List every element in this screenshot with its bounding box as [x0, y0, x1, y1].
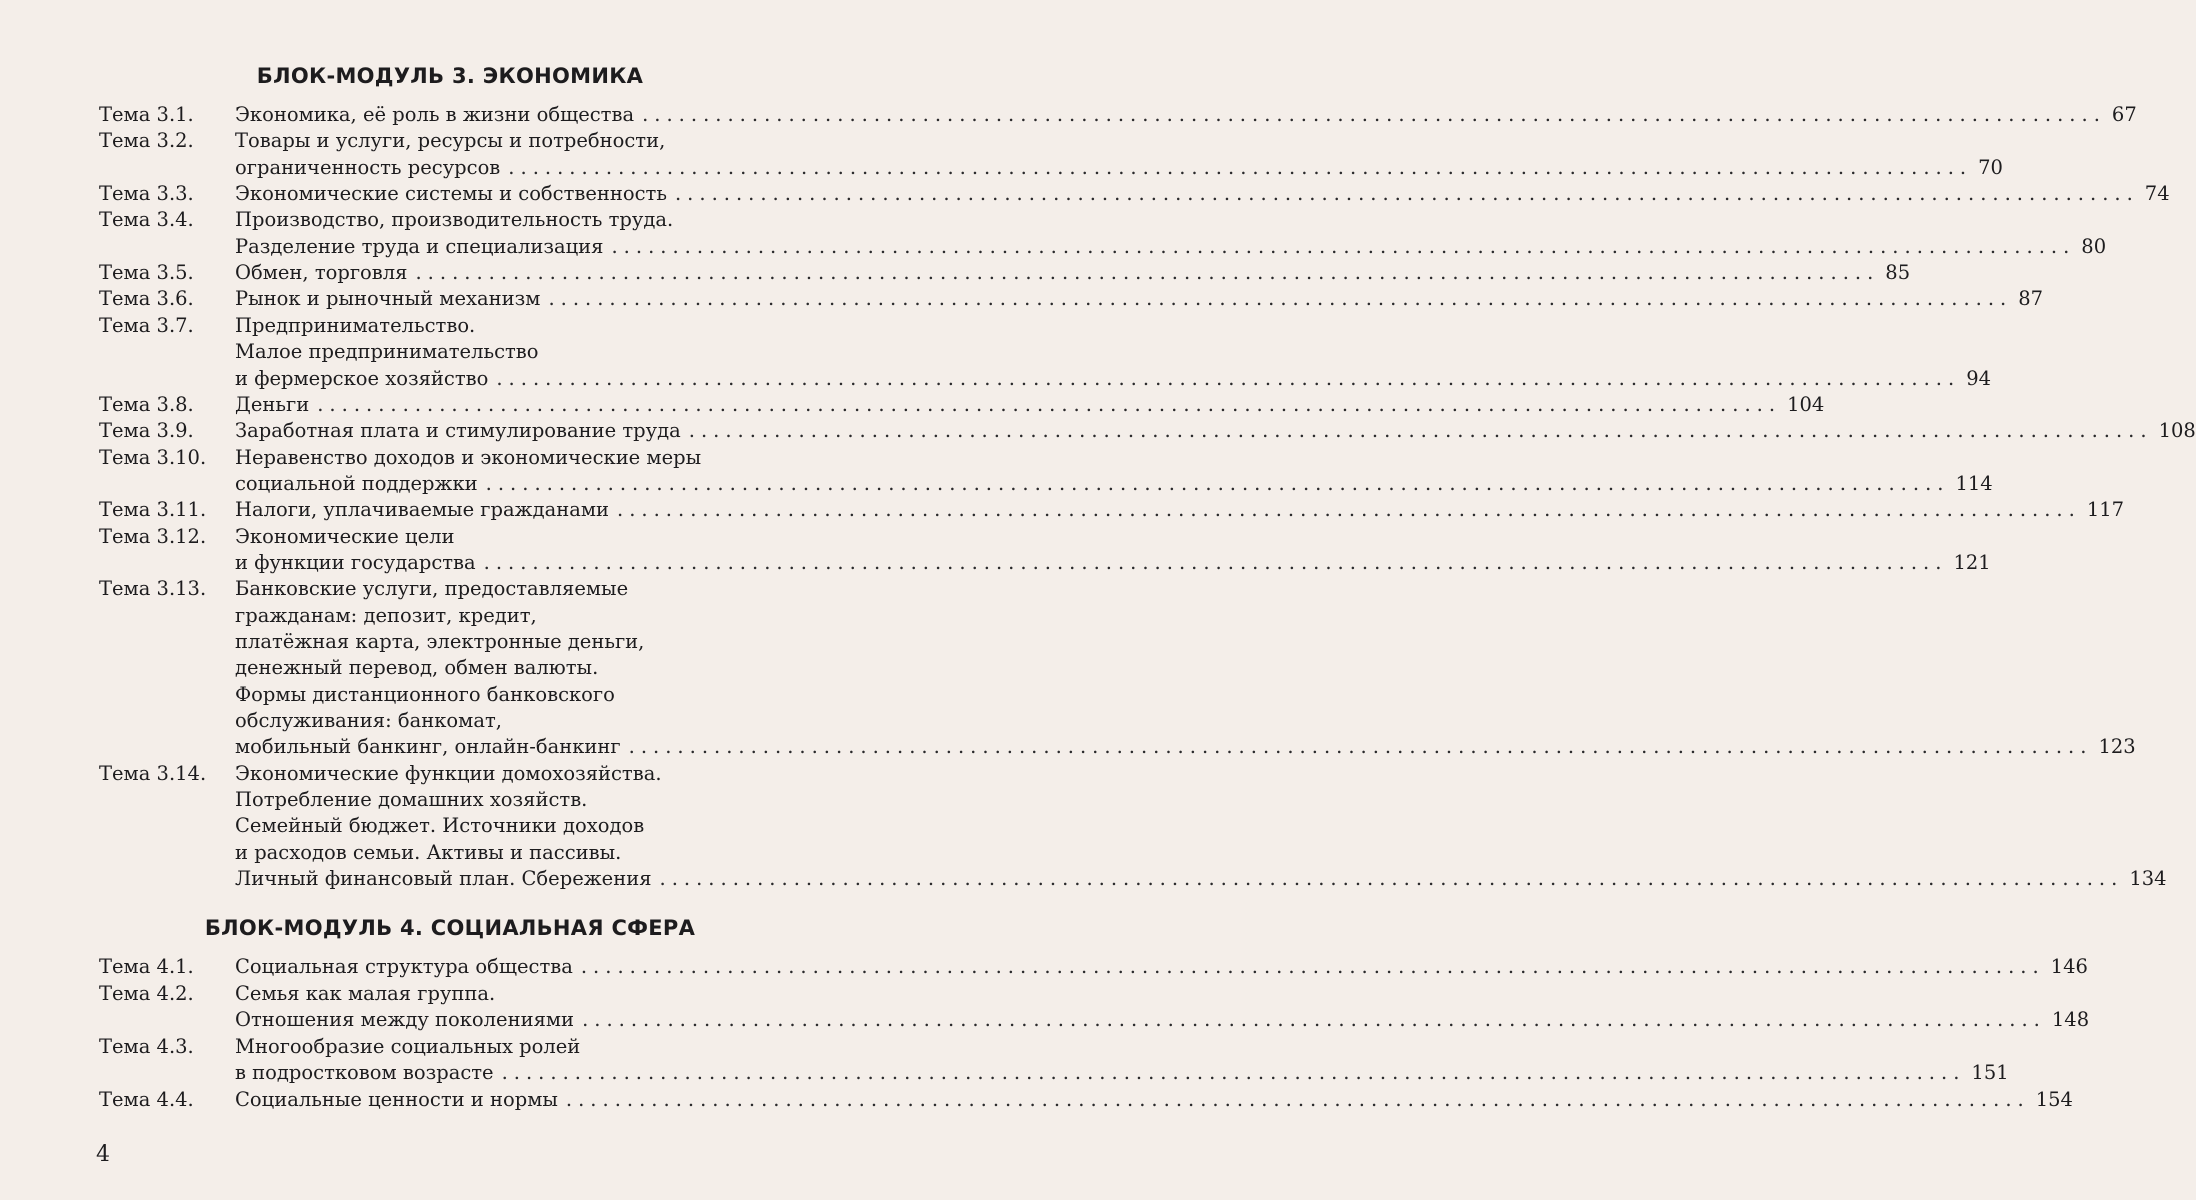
toc-page-number: 70	[1978, 155, 2003, 179]
toc-entry-text: Производство, производительность труда.	[235, 208, 674, 232]
toc-page-number: 94	[1966, 366, 1992, 390]
toc-page-number: 108	[2158, 419, 2196, 443]
toc-topic-number: Тема 3.3.	[99, 182, 194, 206]
toc-entry-line	[235, 867, 2167, 893]
toc-entry-line	[235, 683, 858, 709]
toc-entry-text: Семья как малая группа.	[235, 981, 496, 1005]
toc-topic-number: Тема 4.4.	[99, 1087, 194, 1111]
toc-entry-line	[235, 735, 2136, 761]
dot-leader: ........................................................................................................................	[617, 498, 2081, 522]
toc-entry-line	[235, 234, 2107, 261]
toc-page-number: 146	[2050, 955, 2088, 978]
toc-page-number: 87	[2018, 287, 2044, 311]
toc-entry-line	[235, 498, 2125, 524]
toc-entry-line	[235, 955, 2088, 981]
dot-leader: ........................................................................................................................	[501, 1061, 1966, 1084]
dot-leader: ........................................................................................................................	[611, 234, 2076, 258]
block-title: БЛОК-МОДУЛЬ 4. СОЦИАЛЬНАЯ СФЕРА	[204, 916, 696, 940]
toc-entry-line	[235, 392, 1825, 419]
toc-entry-line	[235, 419, 2196, 445]
toc-topic-number: Тема 3.8.	[99, 392, 194, 416]
toc-topic-number: Тема 3.1.	[99, 103, 194, 126]
toc-entry-line	[235, 762, 858, 788]
toc-entry-line	[235, 550, 1991, 577]
toc-topic-number: Тема 3.11.	[99, 498, 207, 522]
toc-entry-line	[235, 182, 2170, 208]
toc-entry-text: обслуживания: банкомат,	[235, 709, 502, 733]
toc-entry-text: Отношения между поколениями	[235, 1008, 575, 1031]
toc-page-number: 123	[2098, 735, 2136, 759]
toc-page-number: 154	[2035, 1087, 2073, 1111]
toc-entry-line	[235, 841, 858, 867]
toc-entry-line	[235, 1008, 2090, 1034]
toc-entry-line	[235, 129, 858, 155]
dot-leader: ........................................................................................................................	[674, 182, 2139, 206]
toc-topic-number: Тема 3.14.	[99, 761, 207, 785]
toc-entry-line	[235, 1087, 2073, 1114]
toc-topic-number: Тема 4.1.	[99, 955, 194, 978]
dot-leader: ........................................................................................................................	[317, 392, 1782, 416]
dot-leader: ........................................................................................................................	[628, 735, 2093, 759]
toc-entry-text: Семейный бюджет. Источники доходов	[235, 814, 645, 838]
toc-entry-text: Обмен, торговля	[235, 261, 408, 285]
toc-entry-text: гражданам: депозит, кредит,	[235, 603, 537, 627]
toc-entry-text: и расходов семьи. Активы и пассивы.	[235, 840, 622, 864]
toc-entry-text: Личный финансовый план. Сбережения	[235, 867, 652, 891]
toc-entry-line	[235, 788, 858, 814]
dot-leader: ........................................................................................................................	[548, 287, 2013, 311]
dot-leader: ........................................................................................................................	[582, 1008, 2046, 1031]
toc-entry-text: и функции государства	[235, 550, 476, 574]
toc-entry-text: Экономика, её роль в жизни общества	[235, 103, 635, 126]
toc-entry-line	[235, 103, 2137, 129]
dot-leader: ........................................................................................................................	[642, 103, 2106, 126]
dot-leader: ........................................................................................................................	[483, 550, 1948, 574]
toc-entry-line	[235, 525, 858, 551]
toc-entry-line	[235, 340, 858, 366]
toc-entry-text: Деньги	[235, 392, 310, 416]
toc-entry-text: Формы дистанционного банковского	[235, 682, 615, 706]
dot-leader: ........................................................................................................................	[508, 155, 1973, 179]
toc-entry-line	[235, 155, 2003, 182]
toc-entry-text: Товары и услуги, ресурсы и потребности,	[235, 129, 666, 153]
dot-leader: ........................................................................................................................	[496, 366, 1961, 390]
toc-entry-line	[235, 577, 858, 603]
dot-leader: ........................................................................................................................	[565, 1087, 2030, 1111]
toc-page-number: 134	[2129, 867, 2167, 891]
toc-entry-text: Предпринимательство.	[235, 313, 476, 337]
toc-entry-line	[235, 366, 1992, 393]
toc-entry-text: Налоги, уплачиваемые гражданами	[235, 498, 609, 522]
toc-page-number: 104	[1787, 392, 1825, 416]
toc-page-number: 67	[2111, 103, 2137, 126]
toc-entry-text: Экономические цели	[235, 524, 455, 548]
toc-topic-number: Тема 3.12.	[99, 524, 207, 548]
toc-entry-line	[235, 287, 2044, 313]
toc-entry-text: Потребление домашних хозяйств.	[235, 788, 588, 812]
toc-entry-text: Малое предпринимательство	[235, 340, 539, 364]
toc-entry-text: в подростковом возрасте	[235, 1061, 494, 1084]
toc-topic-number: Тема 3.4.	[99, 208, 194, 232]
toc-page-number: 85	[1885, 261, 1911, 285]
toc-entry-line	[235, 208, 858, 234]
toc-topic-number: Тема 3.7.	[99, 313, 194, 337]
toc-page-number: 121	[1953, 550, 1991, 574]
toc-entry-text: Многообразие социальных ролей	[235, 1034, 581, 1058]
toc-entry-text: Социальные ценности и нормы	[235, 1087, 558, 1111]
toc-page-number: 151	[1971, 1061, 2009, 1084]
toc-entry-line	[235, 1061, 2009, 1087]
toc-entry-text: Экономические функции домохозяйства.	[235, 761, 662, 785]
toc-entry-line	[235, 261, 1911, 287]
toc-topic-number: Тема 4.2.	[99, 981, 194, 1005]
toc-page-number: 148	[2051, 1008, 2090, 1031]
toc-entry-text: и фермерское хозяйство	[235, 366, 489, 390]
toc-entry-line	[235, 709, 858, 735]
toc-entry-line	[235, 604, 858, 630]
toc-entry-text: денежный перевод, обмен валюты.	[235, 656, 599, 680]
block-title: БЛОК-МОДУЛЬ 3. ЭКОНОМИКА	[256, 64, 644, 88]
dot-leader: ........................................................................................................................	[659, 867, 2124, 891]
toc-topic-number: Тема 3.9.	[99, 419, 194, 443]
toc-entry-line	[235, 1035, 858, 1061]
toc-page-number: 117	[2086, 498, 2125, 522]
toc-entry-text: Экономические системы и собственность	[235, 182, 667, 206]
toc-entry-line	[235, 630, 858, 656]
page-number: 4	[96, 1142, 110, 1167]
dot-leader: ........................................................................................................................	[580, 955, 2045, 978]
toc-page-number: 80	[2081, 234, 2107, 258]
toc-entry-text: Неравенство доходов и экономические меры	[235, 445, 702, 469]
toc-page-number: 114	[1955, 471, 1993, 495]
dot-leader: ........................................................................................................................	[415, 261, 1880, 285]
toc-topic-number: Тема 3.5.	[99, 261, 194, 285]
dot-leader: ........................................................................................................................	[688, 419, 2153, 443]
toc-entry-line	[235, 446, 858, 472]
toc-topic-number: Тема 3.6.	[99, 287, 194, 311]
toc-entry-text: Рынок и рыночный механизм	[235, 287, 541, 311]
toc-topic-number: Тема 4.3.	[99, 1034, 194, 1058]
toc-entry-line	[235, 471, 1993, 498]
toc-entry-line	[235, 314, 858, 340]
toc-entry-text: Социальная структура общества	[235, 955, 573, 978]
toc-entry-text: Разделение труда и специализация	[235, 234, 604, 258]
dot-leader: ........................................................................................................................	[485, 471, 1950, 495]
toc-entry-line	[235, 656, 858, 682]
toc-topic-number: Тема 3.10.	[99, 445, 207, 469]
toc-entry-text: ограниченность ресурсов	[235, 155, 501, 179]
toc-entry-line	[235, 982, 858, 1008]
toc-entry-line	[235, 814, 858, 840]
toc-entry-text: платёжная карта, электронные деньги,	[235, 630, 645, 653]
toc-page-number: 74	[2144, 182, 2170, 206]
toc-entry-text: социальной поддержки	[235, 471, 478, 495]
toc-entry-text: Заработная плата и стимулирование труда	[235, 419, 681, 443]
toc-entry-text: Банковские услуги, предоставляемые	[235, 577, 629, 601]
toc-topic-number: Тема 3.13.	[99, 577, 207, 601]
toc-topic-number: Тема 3.2.	[99, 129, 194, 153]
toc-entry-text: мобильный банкинг, онлайн-банкинг	[235, 735, 621, 759]
